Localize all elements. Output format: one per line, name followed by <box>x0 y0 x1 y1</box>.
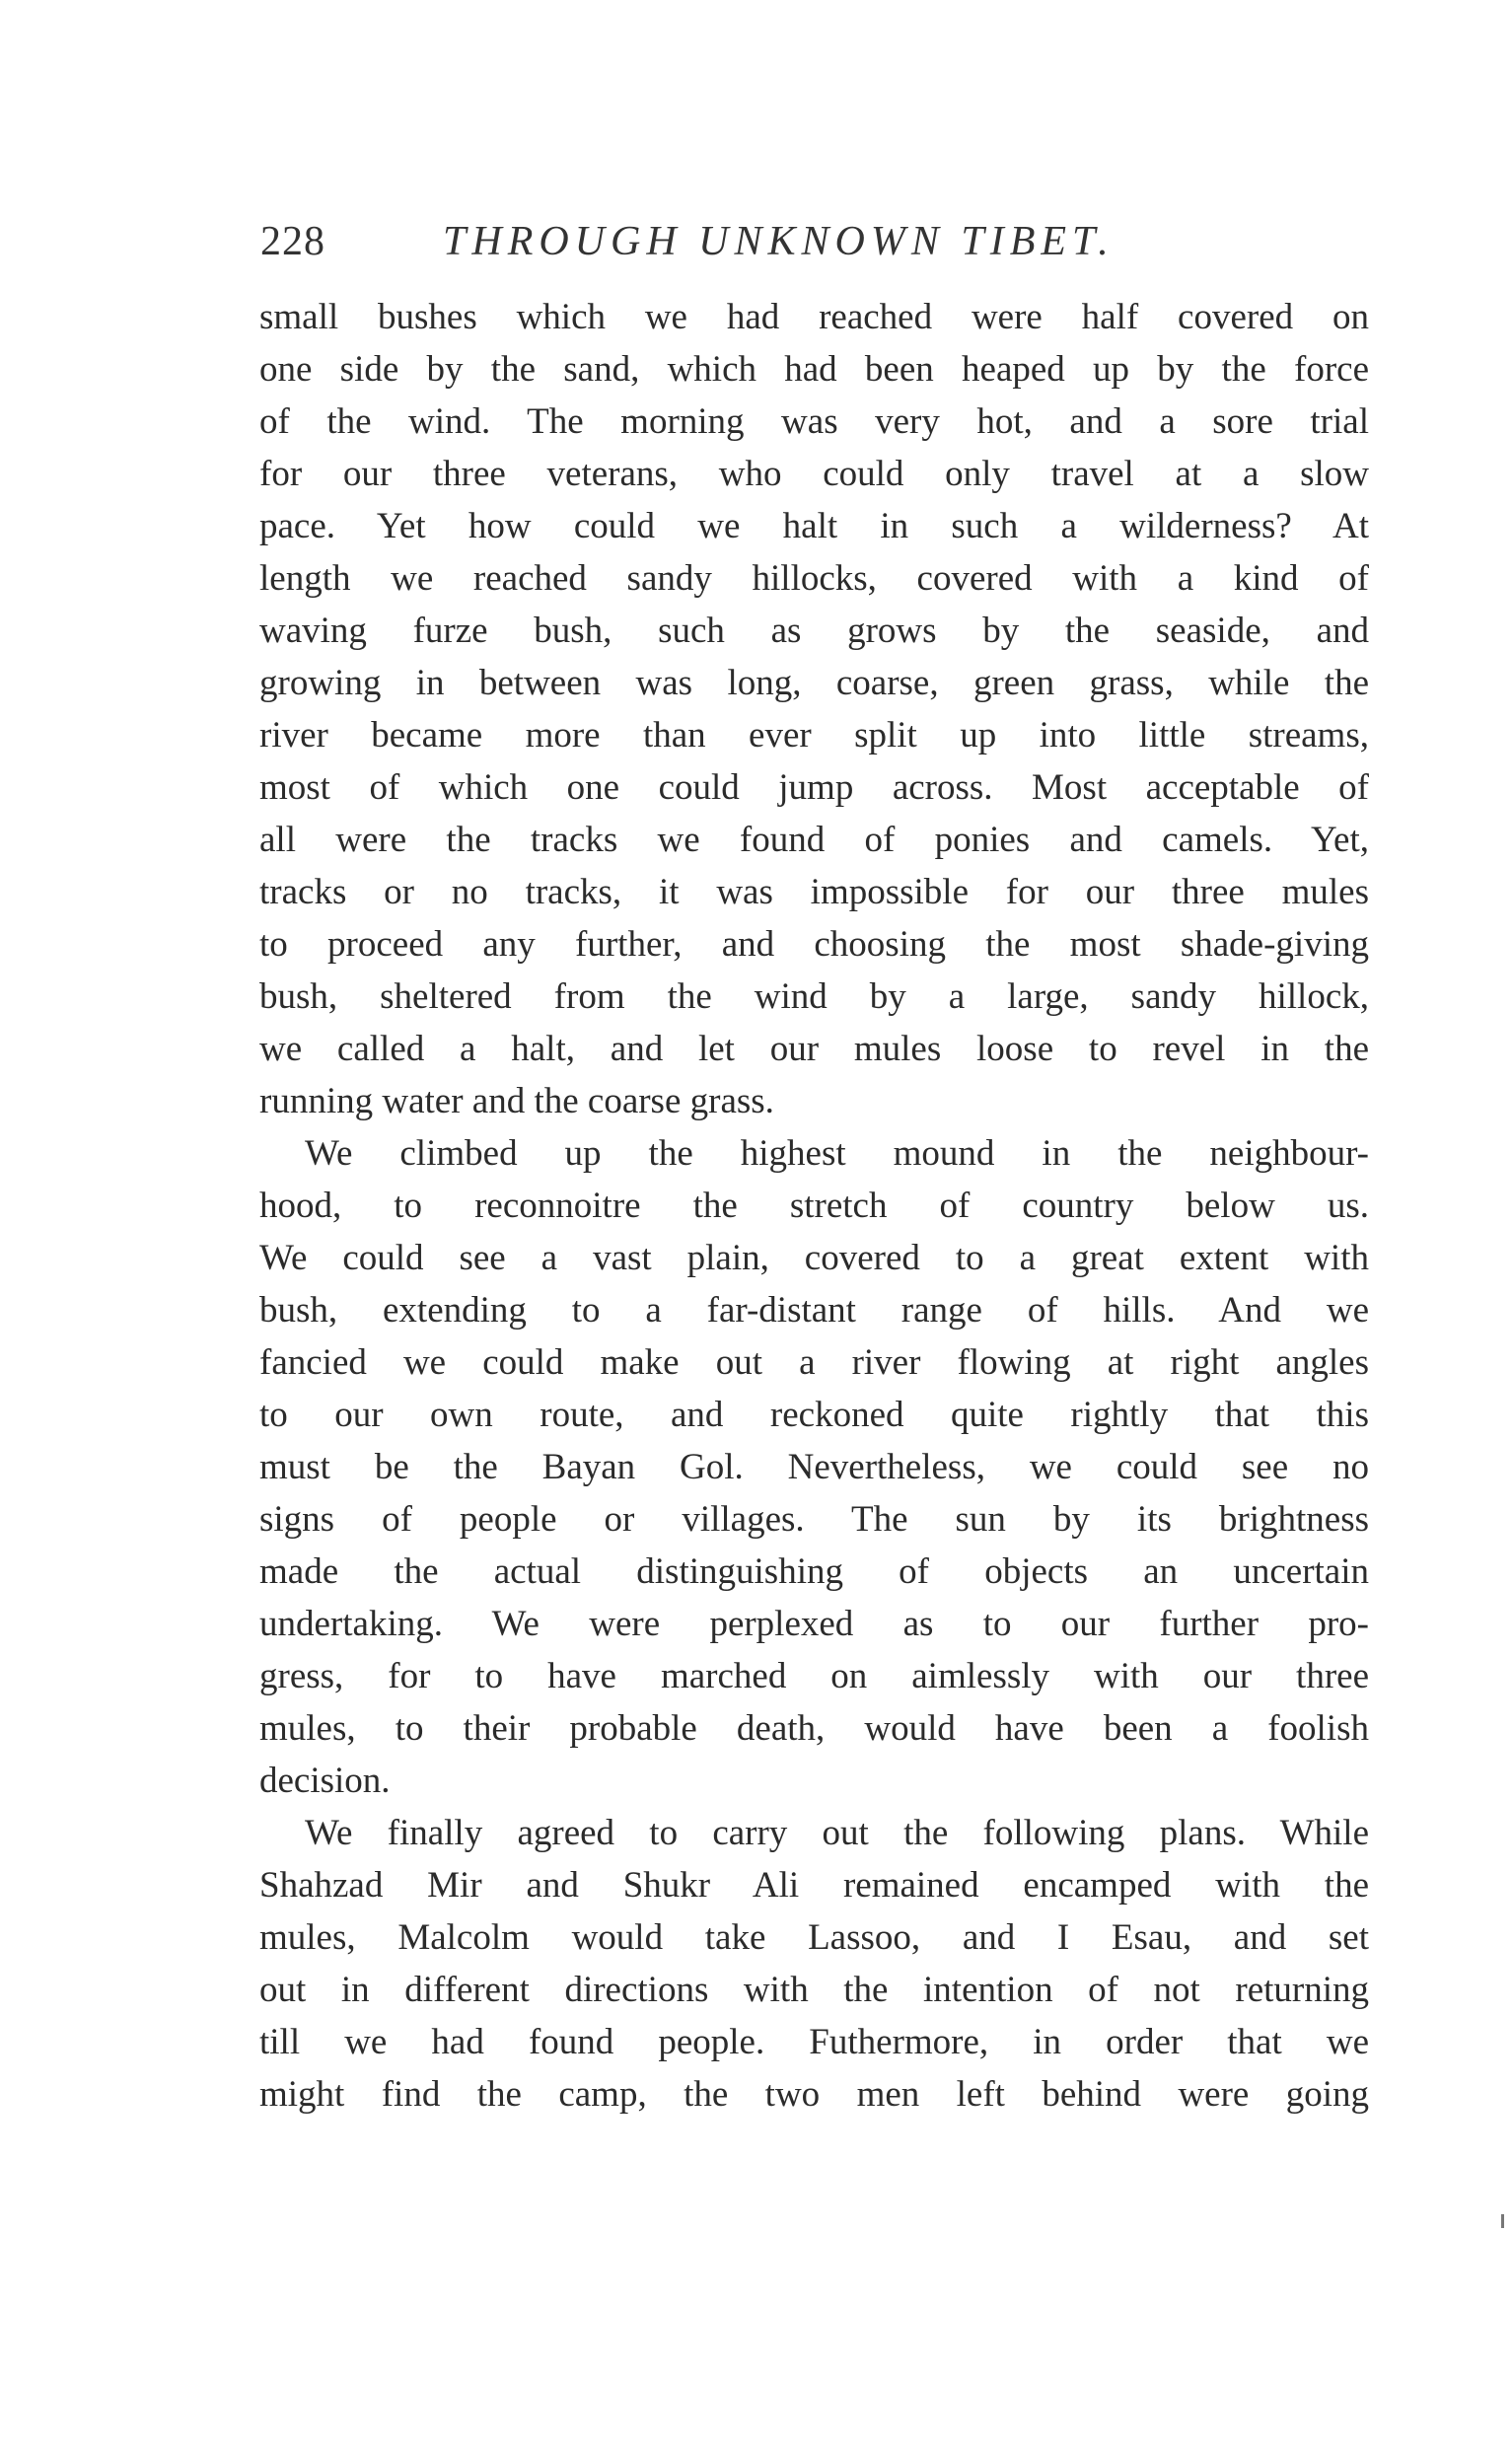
text-line: We could see a vast plain, covered to a great extent with <box>259 1238 1369 1278</box>
text-line: waving furze bush, such as grows by the seaside, and <box>259 611 1369 651</box>
text-line: length we reached sandy hillocks, covered with a kind of <box>259 558 1369 599</box>
text-line: gress, for to have marched on aimlessly with our three <box>259 1656 1369 1696</box>
running-title: THROUGH UNKNOWN TIBET. <box>443 219 1115 264</box>
text-line: one side by the sand, which had been heaped up by the force <box>259 349 1369 390</box>
text-line: bush, sheltered from the wind by a large, sandy hillock, <box>259 976 1369 1017</box>
text-line: most of which one could jump across. Most acceptable of <box>259 767 1369 808</box>
text-line: river became more than ever split up into little streams, <box>259 715 1369 756</box>
text-line: till we had found people. Futhermore, in order that we <box>259 2022 1369 2062</box>
text-line: Shahzad Mir and Shukr Ali remained encamped with the <box>259 1865 1369 1906</box>
text-line: to our own route, and reckoned quite rightly that this <box>259 1395 1369 1435</box>
text-line: pace. Yet how could we halt in such a wilderness? At <box>259 506 1369 546</box>
text-line: signs of people or villages. The sun by its brightness <box>259 1499 1369 1540</box>
text-line: mules, Malcolm would take Lassoo, and I Esau, and set <box>259 1917 1369 1958</box>
text-line: for our three veterans, who could only travel at a slow <box>259 454 1369 494</box>
text-line: made the actual distinguishing of objects an uncertain <box>259 1551 1369 1592</box>
paragraph-end-line: running water and the coarse grass. <box>259 1081 774 1121</box>
paragraph-start-line: We climbed up the highest mound in the neighbour- <box>305 1133 1369 1174</box>
text-line: to proceed any further, and choosing the most shade-giving <box>259 924 1369 965</box>
text-line: undertaking. We were perplexed as to our further pro- <box>259 1604 1369 1644</box>
text-line: out in different directions with the intention of not returning <box>259 1970 1369 2010</box>
scan-edge-mark <box>1501 2214 1504 2228</box>
text-line: of the wind. The morning was very hot, and a sore trial <box>259 401 1369 442</box>
text-line: growing in between was long, coarse, green grass, while the <box>259 663 1369 703</box>
text-line: must be the Bayan Gol. Nevertheless, we could see no <box>259 1447 1369 1487</box>
text-line: bush, extending to a far-distant range of hills. And we <box>259 1290 1369 1331</box>
text-line: might find the camp, the two men left behind were going <box>259 2074 1369 2115</box>
text-line: hood, to reconnoitre the stretch of country below us. <box>259 1186 1369 1226</box>
text-line: mules, to their probable death, would have been a foolish <box>259 1708 1369 1749</box>
body-text <box>259 291 1369 2121</box>
text-line: all were the tracks we found of ponies and camels. Yet, <box>259 820 1369 860</box>
text-line: tracks or no tracks, it was impossible for our three mules <box>259 872 1369 912</box>
paragraph-start-line: We finally agreed to carry out the following plans. While <box>305 1813 1369 1853</box>
text-line: small bushes which we had reached were half covered on <box>259 297 1369 337</box>
running-head <box>260 207 1247 276</box>
text-line: fancied we could make out a river flowing at right angles <box>259 1342 1369 1383</box>
paragraph-end-line: decision. <box>259 1761 391 1801</box>
page-number: 228 <box>260 219 325 264</box>
text-line: we called a halt, and let our mules loose to revel in the <box>259 1029 1369 1069</box>
